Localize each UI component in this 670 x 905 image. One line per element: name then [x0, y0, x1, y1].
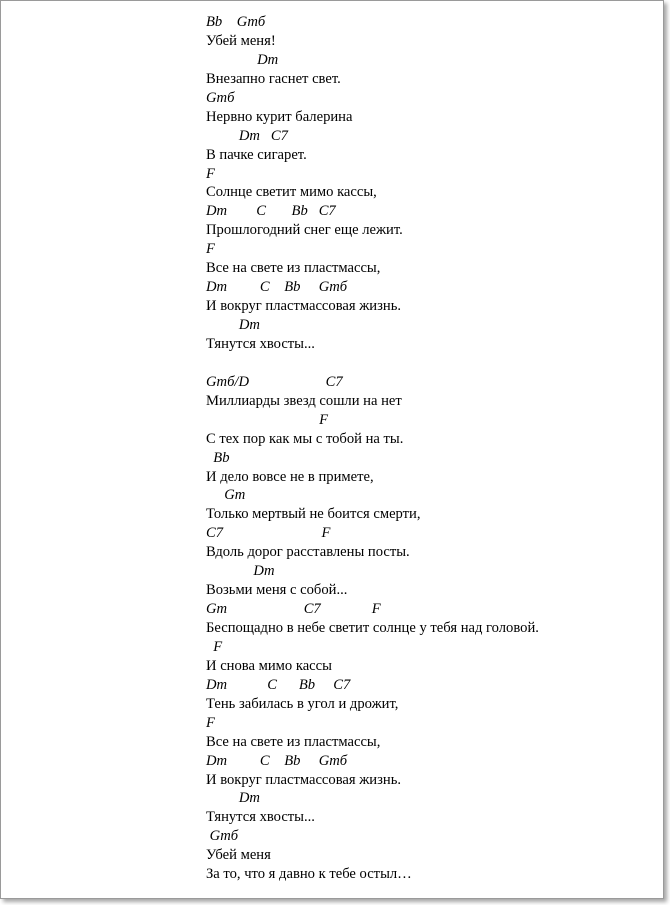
chord-line: Dm C Bb C7 — [206, 203, 336, 220]
lyric-line: Нервно курит балерина — [206, 108, 353, 125]
lyric-line: И вокруг пластмассовая жизнь. — [206, 298, 401, 315]
lyric-line: Прошлогодний снег еще лежит. — [206, 222, 403, 239]
chord-line: F — [206, 638, 223, 655]
chord-line: Dm C Bb C7 — [206, 676, 351, 693]
chord-line: Dm — [206, 317, 260, 333]
lyric-line: Вдоль дорог расставлены посты. — [206, 544, 410, 561]
chord-line: Gmб — [206, 828, 239, 845]
lyric-line: Возьми меня с собой... — [206, 582, 348, 599]
lyric-line: В пачке сигарет. — [206, 146, 307, 163]
chord-line: F — [206, 165, 215, 182]
chord-line: Bb — [206, 449, 230, 466]
chord-line: Bb Gmб — [206, 14, 266, 30]
chord-line: Gm — [206, 487, 246, 504]
lyric-line: И дело вовсе не в примете, — [206, 468, 374, 485]
lyric-line: Миллиарды звезд сошли на нет — [206, 392, 402, 409]
lyric-line: Солнце светит мимо кассы, — [206, 184, 377, 201]
lyric-line: С тех пор как мы с тобой на ты. — [206, 430, 404, 447]
chord-line: F — [206, 714, 215, 731]
lyric-line: Беспощадно в небе светит солнце у тебя над головой. — [206, 620, 539, 636]
lyric-line: Только мертвый не боится смерти, — [206, 506, 421, 523]
song-sheet — [206, 13, 646, 884]
chord-line: Dm — [206, 790, 260, 807]
chord-line: Gm C7 F — [206, 601, 381, 618]
lyric-line: Внезапно гаснет свет. — [206, 70, 341, 87]
lyric-line: Все на свете из пластмассы, — [206, 733, 381, 750]
lyric-line: Все на свете из пластмассы, — [206, 260, 381, 277]
chord-line: F — [206, 411, 329, 428]
chord-line: Dm — [206, 51, 279, 68]
chord-line: Dm C7 — [206, 127, 288, 144]
chord-line: Gmб — [206, 89, 235, 106]
chord-line: F — [206, 241, 215, 258]
lyric-line: Тянутся хвосты... — [206, 809, 315, 826]
chord-line: Gmб/D C7 — [206, 373, 343, 390]
lyric-line: Убей меня! — [206, 32, 276, 49]
lyric-line: За то, что я давно к тебе остыл… — [206, 866, 412, 883]
lyric-line: И снова мимо кассы — [206, 657, 332, 674]
lyric-line: Тянутся хвосты... — [206, 335, 315, 352]
chord-line: Dm C Bb Gmб — [206, 279, 348, 296]
chord-line: Dm — [206, 563, 275, 580]
chord-line: C7 F — [206, 525, 331, 542]
lyric-line: И вокруг пластмассовая жизнь. — [206, 771, 401, 788]
lyric-line: Убей меня — [206, 847, 271, 864]
blank-line — [206, 354, 646, 373]
lyric-line: Тень забилась в угол и дрожит, — [206, 695, 399, 712]
chord-line: Dm C Bb Gmб — [206, 752, 348, 769]
